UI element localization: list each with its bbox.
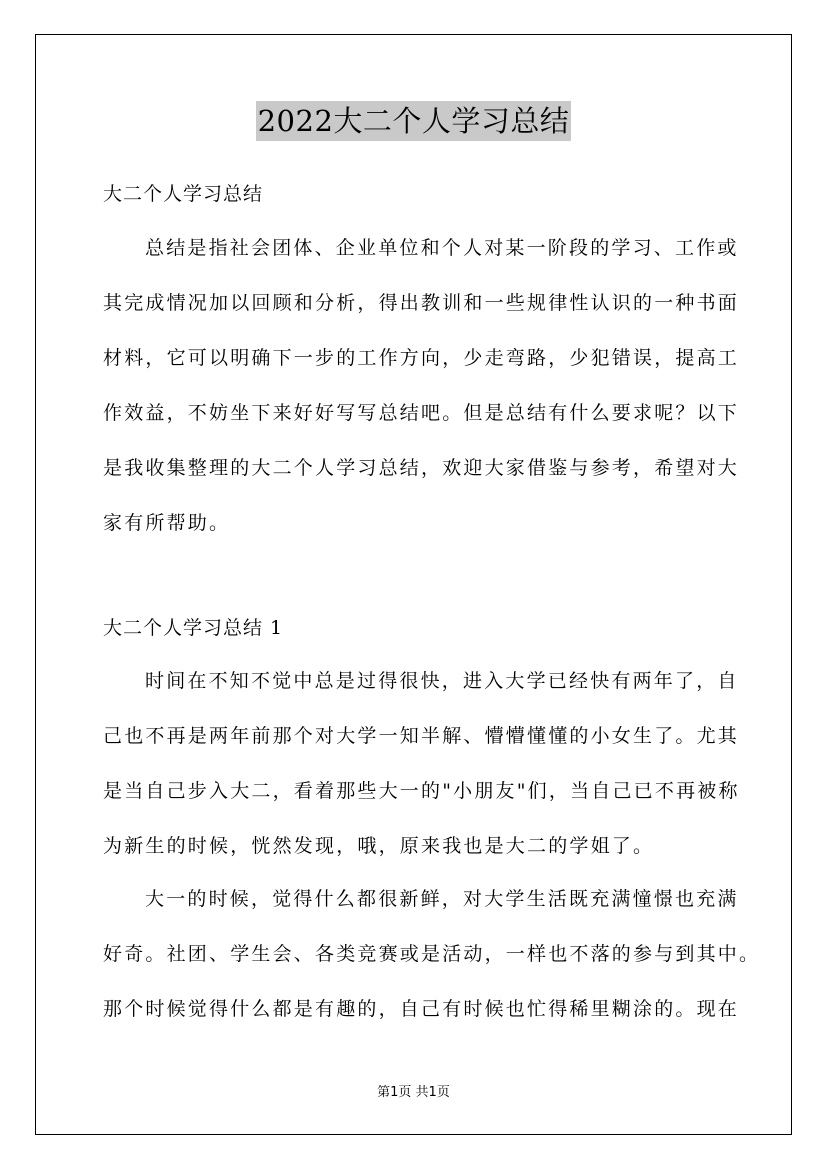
para1-line-3: 是当自己步入大二，看着那些大一的"小朋友"们，当自己已不再被称	[103, 780, 740, 802]
page-number-footer: 第1页 共1页	[377, 1085, 450, 1100]
para2-line-1: 大一的时候，觉得什么都很新鲜，对大学生活既充满憧憬也充满	[145, 888, 739, 910]
document-subtitle: 大二个人学习总结	[103, 183, 264, 205]
para2-line-2: 好奇。社团、学生会、各类竞赛或是活动，一样也不落的参与到其中。	[103, 943, 761, 965]
intro-line-5: 是我收集整理的大二个人学习总结，欢迎大家借鉴与参考，希望对大	[103, 457, 740, 479]
title-container	[0, 101, 827, 141]
intro-line-1: 总结是指社会团体、企业单位和个人对某一阶段的学习、工作或	[145, 237, 739, 259]
intro-line-3: 材料，它可以明确下一步的工作方向，少走弯路，少犯错误，提高工	[103, 347, 740, 369]
intro-line-2: 其完成情况加以回顾和分析，得出教训和一些规律性认识的一种书面	[103, 292, 740, 314]
section-1-heading: 大二个人学习总结 1	[103, 617, 284, 639]
para1-line-2: 己也不再是两年前那个对大学一知半解、懵懵懂懂的小女生了。尤其	[103, 725, 740, 747]
intro-line-4: 作效益，不妨坐下来好好写写总结吧。但是总结有什么要求呢？以下	[103, 402, 740, 424]
para1-line-1: 时间在不知不觉中总是过得很快，进入大学已经快有两年了，自	[145, 670, 739, 692]
para2-line-3: 那个时候觉得什么都是有趣的，自己有时候也忙得稀里糊涂的。现在	[103, 998, 740, 1020]
para1-line-4: 为新生的时候，恍然发现，哦，原来我也是大二的学姐了。	[103, 835, 655, 857]
intro-line-6: 家有所帮助。	[103, 512, 231, 534]
document-title: 2022大二个人学习总结	[256, 101, 572, 141]
